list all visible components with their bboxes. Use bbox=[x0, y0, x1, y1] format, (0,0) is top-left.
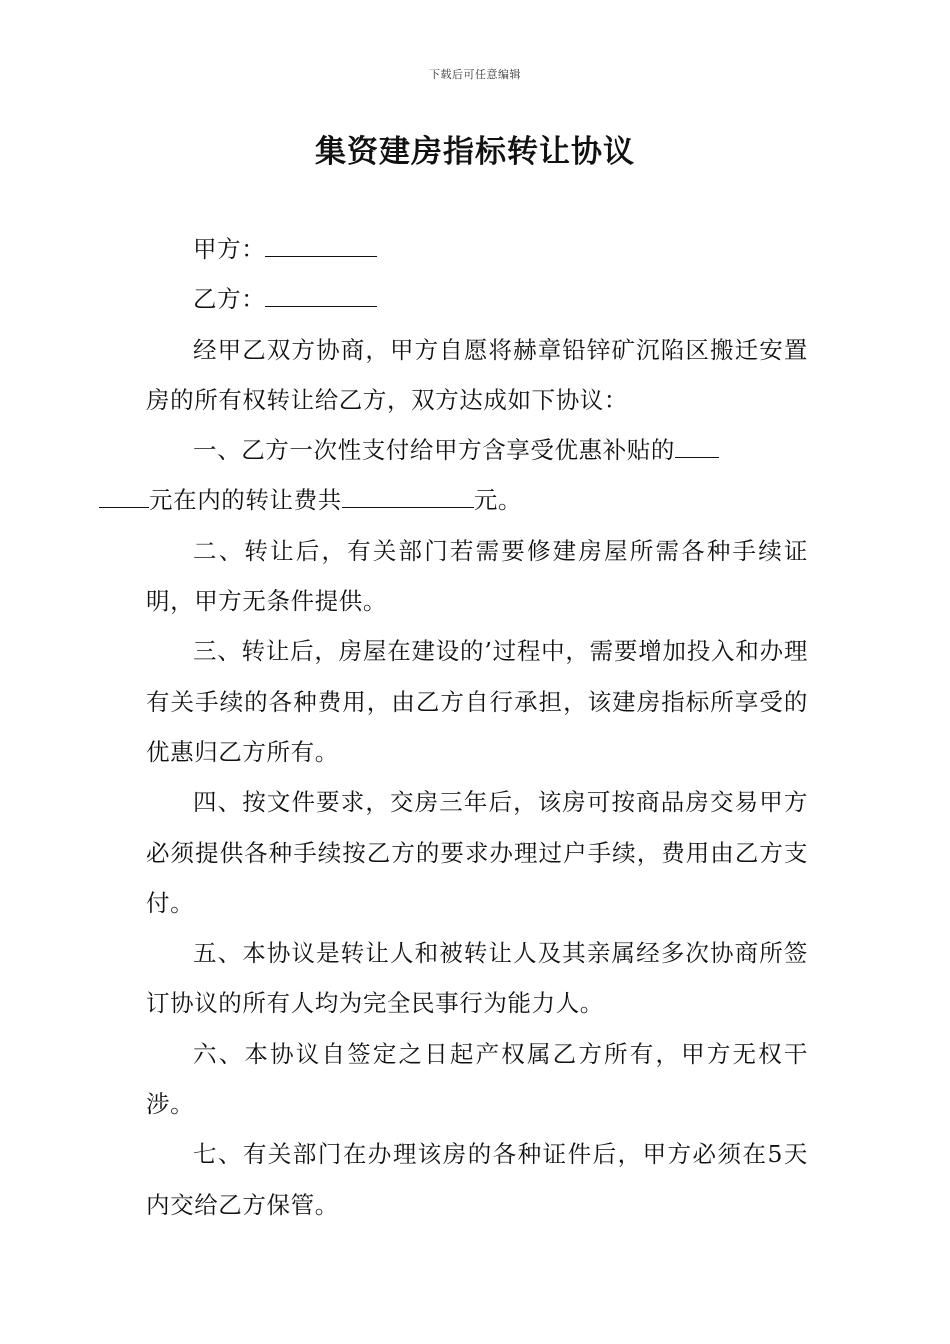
clause-7: 七、有关部门在办理该房的各种证件后，甲方必须在5天内交给乙方保管。 bbox=[146, 1140, 808, 1219]
clause-1-text-c: 元。 bbox=[473, 486, 523, 515]
clause-3: 三、转让后，房屋在建设的’过程中，需要增加投入和办理有关手续的各种费用，由乙方自行承担，该建房指标所享受的优惠归乙方所有。 bbox=[146, 637, 808, 766]
party-b-line bbox=[146, 274, 808, 324]
clause-1-text-a: 一、乙方一次性支付给甲方含享受优惠补贴的 bbox=[193, 436, 675, 465]
header-note: 下载后可任意编辑 bbox=[429, 68, 521, 81]
clause-1 bbox=[146, 425, 808, 526]
clause-2: 二、转让后，有关部门若需要修建房屋所需各种手续证明，甲方无条件提供。 bbox=[146, 536, 808, 616]
clause-4: 四、按文件要求，交房三年后，该房可按商品房交易甲方必须提供各种手续按乙方的要求办理过户手续，费用由乙方支付。 bbox=[146, 788, 808, 917]
party-b-blank bbox=[265, 282, 377, 308]
clause-1-text-b: 元在内的转让费共 bbox=[149, 486, 342, 515]
clause-1-blank-a-cont bbox=[99, 483, 149, 509]
party-a-blank bbox=[265, 231, 377, 257]
intro-paragraph: 经甲乙双方协商，甲方自愿将赫章铅锌矿沉陷区搬迁安置房的所有权转让给乙方，双方达成如下协议： bbox=[146, 335, 808, 414]
clause-1-blank-b bbox=[342, 483, 474, 509]
clause-1-blank-a bbox=[675, 433, 719, 459]
party-a-label: 甲方： bbox=[193, 235, 266, 263]
document-body bbox=[146, 224, 808, 1230]
clause-6: 六、本协议自签定之日起产权属乙方所有，甲方无权干涉。 bbox=[146, 1039, 808, 1119]
party-b-label: 乙方： bbox=[193, 285, 266, 314]
clause-5: 五、本协议是转让人和被转让人及其亲属经多次协商所签订协议的所有人均为完全民事行为能力人。 bbox=[146, 939, 808, 1018]
party-a-line bbox=[146, 224, 808, 274]
document-title: 集资建房指标转让协议 bbox=[315, 134, 635, 170]
